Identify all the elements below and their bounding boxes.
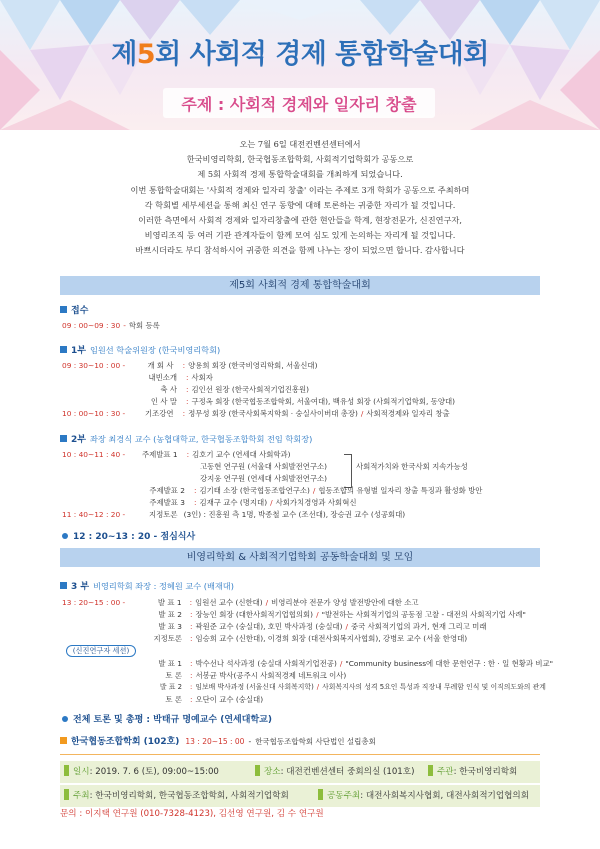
- section-coop: 한국협동조합학회 (102호) 13 : 20~15 : 00 - 한국협동조합학회 사단법인 설립총회: [60, 734, 376, 747]
- greeting-line: 한국비영리학회, 한국협동조합학회, 사회적기업학회가 공동으로: [186, 154, 414, 165]
- lunch: 12 : 20~13 : 20 - 점심식사: [62, 529, 195, 542]
- square-bullet-icon: [60, 737, 67, 744]
- dot-bullet-icon: [62, 716, 68, 722]
- greeting-line: 각 학회별 세부세션을 통해 최신 연구 동향에 대해 토론하는 귀중한 자리가 될 것입니다.: [144, 199, 456, 210]
- schedule-row: 주제발표 3 : 김재구 교수 (명지대) / 사회가치경영과 사회혁신: [149, 498, 357, 507]
- info-organizer: 주최: 한국비영리학회, 한국협동조합학회, 사회적기업학회: [64, 785, 289, 807]
- greeting-text: [60, 137, 540, 259]
- info-row-2: [60, 785, 540, 807]
- section-part2: 2부 좌장 최경식 교수 (농협대학교, 한국협동조합학회 전임 학회장): [60, 432, 312, 445]
- registration-row: 09 : 00~09 : 30 - 학회 등록: [62, 321, 160, 330]
- schedule-row: 고동현 연구원 (서울대 사회발전연구소): [200, 462, 328, 471]
- schedule-row: 토 론 : 서봉균 박사(공주시 사회적경제 네트워크 이사): [165, 671, 347, 680]
- schedule-row: 발 표 1 : 박수선나 석사과정 (숭실대 사회적기업전공) / "Community business에 대한 문헌연구 : 한 · 일 현황과 비교": [158, 659, 554, 668]
- divider: [60, 754, 540, 755]
- info-row-1: [60, 761, 540, 783]
- schedule-row: 09 : 30~10 : 00 - 개 회 사 : 양용희 회장 (한국비영리학회, 서울신대): [62, 361, 318, 370]
- schedule-row: 발 표 2 : 장능인 회장 (대한사회적기업협의회) / "발전하는 사회적기업의 공동점 고찰 - 대전의 사회적기업 사례": [158, 610, 526, 619]
- schedule-row: 10 : 40~11 : 40 - 주제발표 1 : 김호기 교수 (연세대 사회학과): [62, 450, 291, 459]
- greeting-line: 오는 7월 6일 대전컨벤션센터에서: [239, 139, 361, 149]
- closing-discussion: 전체 토론 및 총평 : 박태규 명예교수 (연세대학교): [62, 712, 272, 725]
- schedule-row: 10 : 00~10 : 30 - 기조강연 : 정무성 회장 (한국사회복지학회 · 숭실사이버대 총장) / 사회적경제와 일자리 창출: [62, 409, 450, 418]
- section-part1: 1부 임원선 학술위원장 (한국비영리학회): [60, 343, 220, 356]
- schedule-row: 11 : 40~12 : 20 - 지정토론 (3인) : 진흥원 측 1명, 박종철 교수 (조선대), 장승권 교수 (성공회대): [62, 510, 406, 519]
- schedule-row: 발 표 2 : 임보배 박사과정 (서울신대 사회복지학) / 사회복지사의 성격 5요인 특성과 직장내 무례함 인식 및 이직의도와의 관계: [159, 683, 546, 691]
- schedule-row: 발 표 3 : 곽원준 교수 (숭실대), 호민 박사과정 (숭실대) / 중국 사회적기업의 과거, 현재 그리고 미래: [158, 622, 487, 631]
- info-host: 주관: 한국비영리학회: [428, 761, 517, 783]
- schedule-row: 지정토론 : 임승희 교수 (신한대), 이경희 회장 (대전사회복지사협회), 강병로 교수 (서울 한영대): [153, 634, 468, 643]
- young-researcher-tag: (신진연구자 세션): [66, 645, 136, 657]
- greeting-line: 제 5회 사회적 경제 통합학술대회를 개최하게 되었습니다.: [197, 169, 403, 180]
- section-bar-conference: 제5회 사회적 경제 통합학술대회: [60, 276, 540, 295]
- greeting-line: 이러한 측면에서 사회적 경제와 일자리창출에 관한 현안들을 학계, 현장전문가, 신진연구자,: [138, 215, 462, 226]
- square-bullet-icon: [60, 306, 67, 313]
- square-bullet-icon: [60, 435, 67, 442]
- greeting-line: 이번 통합학술대회는 '사회적 경제와 일자리 창출' 이라는 주제로 3개 학회가 공동으로 주최하며: [130, 184, 470, 195]
- schedule-row: 내빈소개 : 사회자: [148, 373, 213, 382]
- schedule-row: 토 론 : 오단이 교수 (숭실대): [165, 695, 264, 704]
- schedule-row: 주제발표 2 : 김기태 소장 (한국협동조합연구소) / 협동조합의 유형별 일자리 창출 특징과 활성화 방안: [149, 486, 483, 495]
- greeting-line: 비영리조직 등 여러 기관 관계자들이 함께 모여 심도 있게 논의하는 자리게 될 것입니다.: [144, 230, 456, 241]
- page-title: 제5회 사회적 경제 통합학술대회: [111, 39, 489, 70]
- section-registration: 접수: [60, 303, 88, 316]
- dot-bullet-icon: [62, 533, 68, 539]
- info-date: 일시: 2019. 7. 6 (토), 09:00~15:00: [64, 761, 219, 783]
- schedule-row: 축 사 : 김인선 원장 (한국사회적기업진흥원): [160, 385, 310, 394]
- group-bracket: [344, 454, 352, 488]
- schedule-row: 강지웅 연구원 (연세대 사회발전연구소): [200, 474, 328, 483]
- section-part3: 3 부 비영리학회 좌장 : 정혜원 교수 (배재대): [60, 579, 234, 592]
- square-bullet-icon: [60, 582, 67, 589]
- section-bar-joint: 비영리학회 & 사회적기업학회 공동학술대회 및 모임: [60, 548, 540, 567]
- contact-info: 문의 : 이지택 연구원 (010-7328-4123), 김선영 연구원, 김 수 연구원: [60, 809, 324, 819]
- schedule-row: 인 사 말 : 구정옥 회장 (한국협동조합학회, 서울여대), 백유성 회장 (사회적기업학회, 동양대): [150, 397, 455, 406]
- greeting-line: 바쁘시더라도 부디 참석하시어 귀중한 의견을 함께 나누는 장이 되었으면 합니다. 감사합니다: [135, 245, 465, 256]
- schedule-row: 13 : 20~15 : 00 - 발 표 1 : 임원선 교수 (신한대) / 비영리분야 전문가 양성 발전방안에 대한 소고: [62, 598, 419, 607]
- group-topic: 사회적가치와 한국사회 지속가능성: [356, 462, 468, 471]
- square-bullet-icon: [60, 346, 67, 353]
- info-co-organizer: 공동주최: 대전사회복지사협회, 대전사회적기업협의회: [318, 785, 529, 807]
- info-place: 장소: 대전컨벤션센터 중회의실 (101호): [255, 761, 414, 783]
- page-subtitle: 주제 : 사회적 경제와 일자리 창출: [181, 95, 417, 114]
